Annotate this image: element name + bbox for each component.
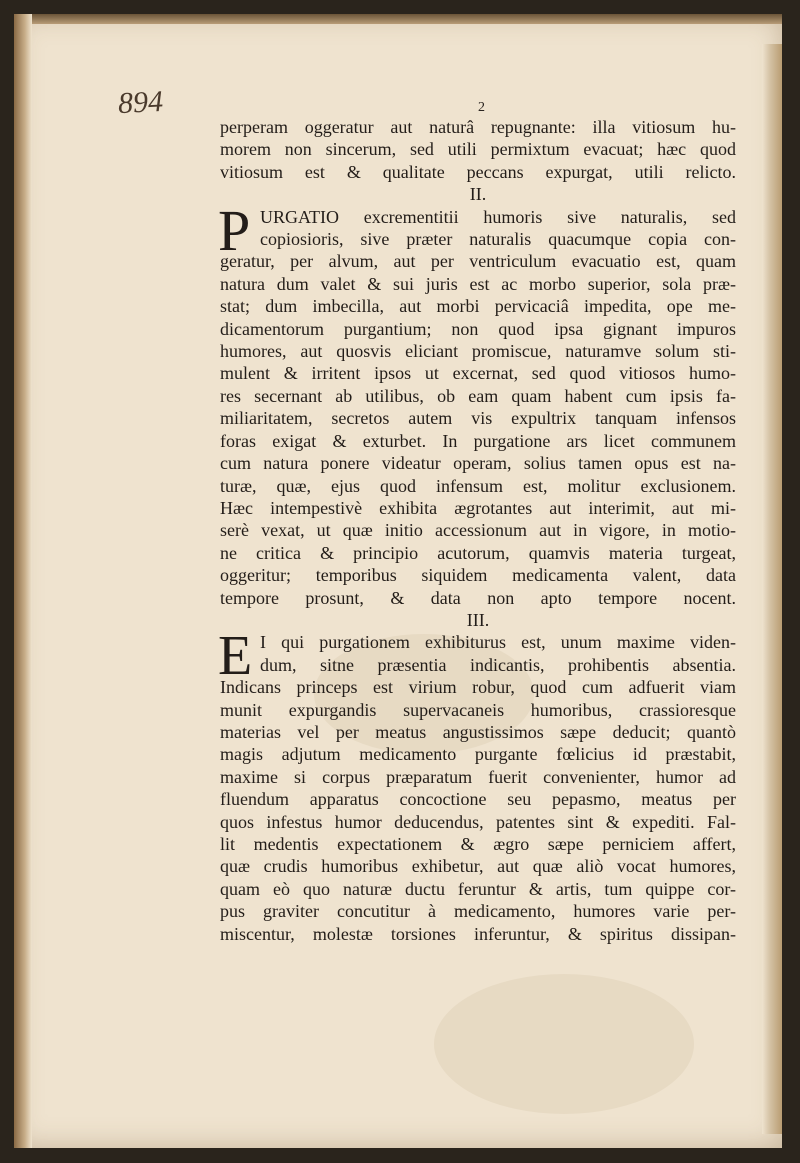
text-line: cum natura ponere videatur operam, solius tamen opus est na- [220,453,736,474]
text-line: copiosioris, sive præter naturalis quacumque copia con- [260,229,736,250]
text-line: tempore prosunt, & data non apto tempore nocent. [220,587,736,608]
text-line: lit medentis expectationem & ægro sæpe perniciem affert, [220,834,736,854]
text-line: miliaritatem, secretos autem vis expultrix tanquam infensos [220,408,736,429]
text-line: foras exigat & exturbet. In purgatione ars licet communem [220,430,736,451]
text-line: ne critica & principio acutorum, quamvis materia turgeat, [220,542,736,563]
text-line: morem non sincerum, sed utili permixtum evacuat; hæc quod [220,139,736,160]
text-line: pus graviter concutitur à medicamento, humores varie per- [220,901,736,922]
handwritten-folio-number: 894 [117,84,164,121]
page-text [220,116,736,945]
drop-cap: E [218,625,253,688]
text-line: oggeritur; temporibus siquidem medicamenta valent, data [220,565,736,586]
text-line: vitiosum est & qualitate peccans expurgat, utili relicto. [220,161,736,182]
text-line: res secernant ab utilibus, ob eam quam habent cum ipsis fa- [220,385,736,406]
text-line: magis adjutum medicamento purgante fœlicius id præstabit, [220,744,736,765]
text-line: geratur, per alvum, aut per ventriculum evacuatio est, quam [220,251,736,272]
text-line: turæ, quæ, ejus quod infensum est, molitur exclusionem. [220,475,736,496]
paper-stain [434,974,694,1114]
signature-mark: 2 [478,100,485,115]
text-line: dicamentorum purgantium; non quod ipsa gignant impuros [220,318,736,339]
text-line: serè vexat, ut quæ initio accessionum aut in vigore, in motio- [220,520,736,541]
section-3-paragraph [218,625,736,945]
page-fore-edge [762,44,782,1134]
drop-cap: P [218,197,251,263]
text-line: fluendum apparatus concoctione seu pepasmo, meatus per [220,789,736,810]
text-line: materias vel per meatus angustissimos sæpe deducit; quantò [220,721,736,742]
page-top-edge [14,14,782,24]
text-line: perperam oggeratur aut naturâ repugnante: illa vitiosum hu- [220,117,736,137]
text-line: humores, aut quosvis eliciant promiscue, naturamve solum sti- [220,341,736,362]
text-line: quam eò quo naturæ ductu feruntur & artis, tum quippe cor- [220,878,736,899]
text-line: quos infestus humor deducendus, patentes sint & expediti. Fal- [220,811,736,832]
text-line: miscentur, molestæ torsiones inferuntur, & spiritus dissipan- [220,923,736,944]
text-line: quæ crudis humoribus exhibetur, aut quæ aliò vocat humores, [220,856,736,877]
text-line: dum, sitne præsentia indicantis, prohibentis absentia. [260,654,736,675]
text-line: mulent & irritent ipsos ut excernat, sed quod vitiosos humo- [220,363,736,384]
text-line: munit expurgandis supervacaneis humoribus, crassioresque [220,699,736,720]
section-numeral: II. [469,184,487,205]
section-numeral: III. [466,609,490,630]
text-line: stat; dum imbecilla, aut morbi pervicaciâ impedita, ope me- [220,296,736,317]
page-gutter [14,14,32,1148]
text-line: Indicans princeps est virium robur, quod cum adfuerit viam [220,677,736,698]
text-line: natura dum valet & sui juris est ac morbo superior, sola præ- [220,273,736,294]
text-line: URGATIO excrementitii humoris sive naturalis, sed [260,206,736,227]
text-line: Hæc intempestivè exhibita ægrotantes aut interimit, aut mi- [220,497,736,518]
text-line: maxime si corpus præparatum fuerit convenienter, humor ad [220,766,736,787]
text-line: I qui purgationem exhibiturus est, unum maxime viden- [260,632,736,653]
paragraph-continuation [220,116,736,183]
section-2-paragraph [218,197,736,609]
